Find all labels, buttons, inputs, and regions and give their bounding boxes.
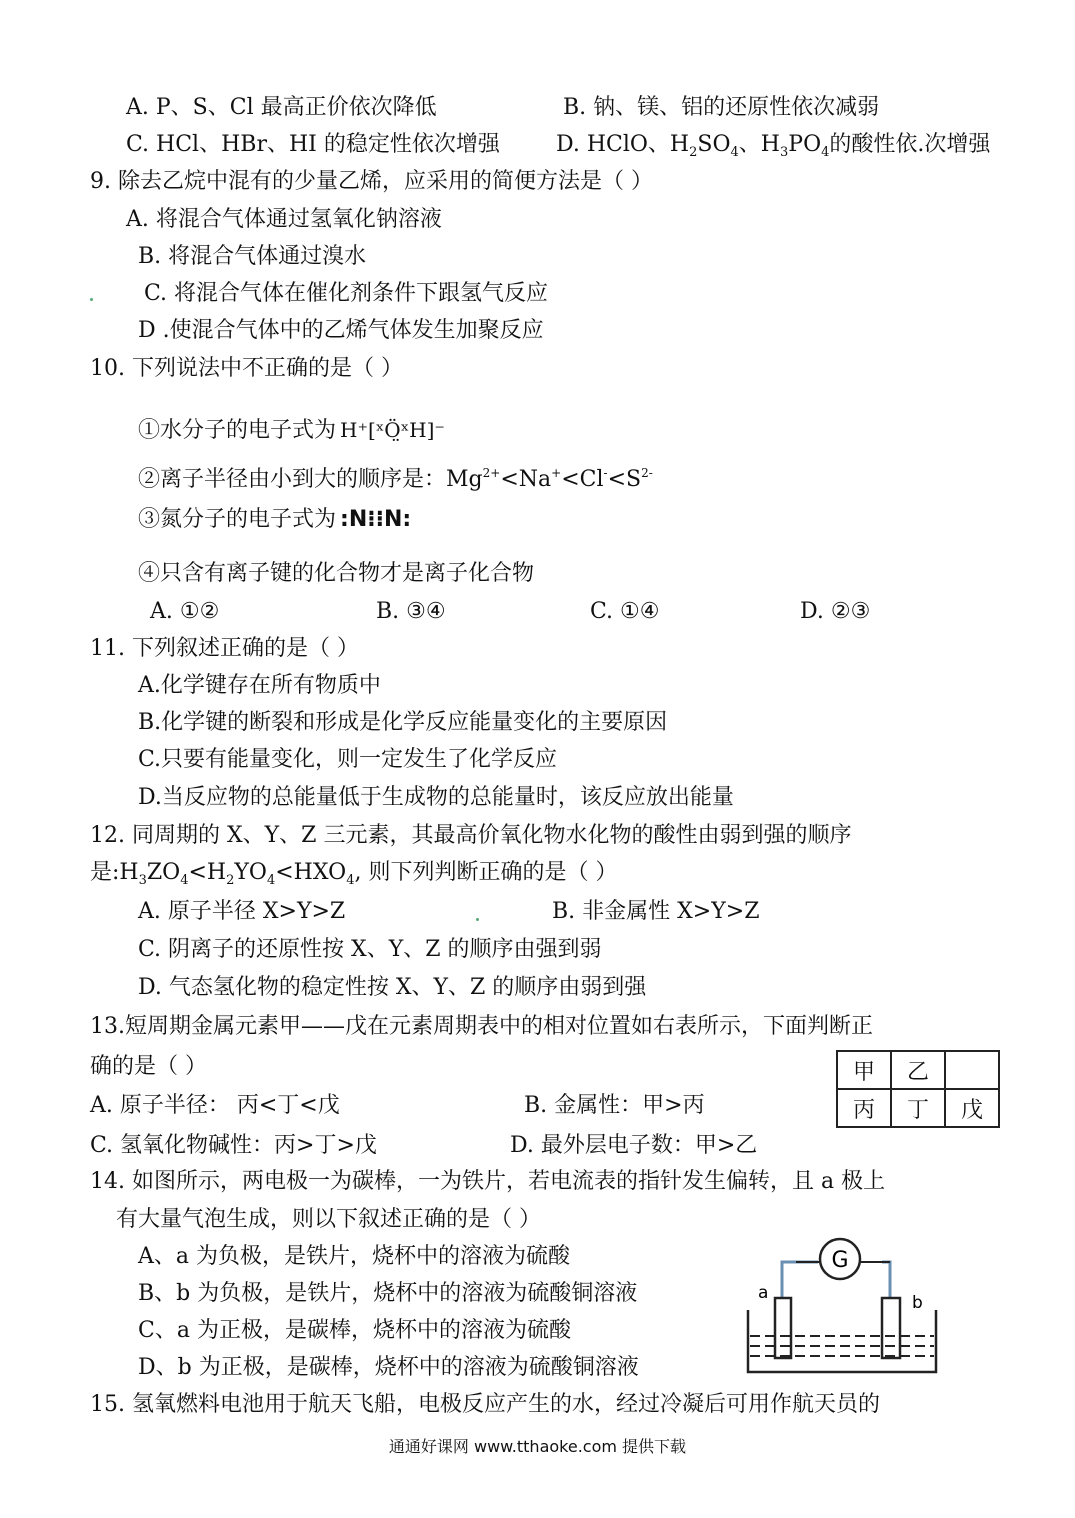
- q9-option-d: D .使混合气体中的乙烯气体发生加聚反应: [138, 318, 544, 343]
- periodic-position-table: [836, 1050, 1000, 1128]
- table-cell: [945, 1051, 999, 1089]
- electrode-a: [775, 1298, 791, 1358]
- q10-option-d: D. ②③: [800, 599, 871, 624]
- q9-option-c: C. 将混合气体在催化剂条件下跟氢气反应: [144, 281, 549, 306]
- table-cell: 甲: [837, 1051, 891, 1089]
- q8-option-a: A. P、S、Cl 最高正价依次降低: [126, 95, 437, 120]
- q12-option-b: B. 非金属性 X>Y>Z: [552, 899, 760, 924]
- q13-stem-line2: 确的是（ ）: [90, 1054, 207, 1079]
- galvanic-cell-diagram: [740, 1232, 950, 1382]
- q11-option-b: B.化学键的断裂和形成是化学反应能量变化的主要原因: [138, 710, 668, 735]
- wire-left: [782, 1262, 818, 1302]
- nitrogen-electron-formula: :N⁝⁝N:: [340, 507, 412, 532]
- galvanometer-label: G: [831, 1248, 849, 1273]
- speck-mark: [90, 298, 93, 301]
- q12-stem-line2: 是$:H_3ZO_4<H_2YO_4<HXO_4$, 则下列判断正确的是（ ）: [90, 860, 618, 888]
- table-cell: 丙: [837, 1089, 891, 1127]
- q13-option-a: A. 原子半径： 丙<丁<戊: [90, 1093, 340, 1118]
- q12-option-c: C. 阴离子的还原性按 X、Y、Z 的顺序由强到弱: [138, 937, 602, 962]
- q11-option-d: D.当反应物的总能量低于生成物的总能量时，该反应放出能量: [138, 785, 734, 810]
- wire-right: [882, 1262, 890, 1302]
- q10-option-a: A. ①②: [150, 599, 220, 624]
- q10-stem: 10. 下列说法中不正确的是（ ）: [90, 356, 403, 381]
- q13-option-b: B. 金属性：甲>丙: [524, 1093, 705, 1118]
- q11-option-a: A.化学键存在所有物质中: [138, 673, 381, 698]
- q14-option-d: D、b 为正极，是碳棒，烧杯中的溶液为硫酸铜溶液: [138, 1355, 639, 1380]
- electrode-b-label: b: [912, 1293, 923, 1313]
- q8-option-c: C. HCl、HBr、HI 的稳定性依次增强: [126, 132, 500, 157]
- q9-option-b: B. 将混合气体通过溴水: [138, 244, 367, 269]
- electrode-b: [882, 1298, 900, 1358]
- table-cell: 乙: [891, 1051, 945, 1089]
- q9-stem: 9. 除去乙烷中混有的少量乙烯，应采用的简便方法是（ ）: [90, 169, 653, 194]
- q14-stem-line1: 14. 如图所示，两电极一为碳棒，一为铁片，若电流表的指针发生偏转，且 a 极上: [90, 1169, 886, 1194]
- q10-statement-2: ②离子半径由小到大的顺序是：$Mg^{2+}<Na^+<Cl^-<S^{2-}$: [138, 466, 653, 492]
- speck-mark: [476, 918, 479, 921]
- q10-option-c: C. ①④: [590, 599, 660, 624]
- q8-option-b: B. 钠、镁、铝的还原性依次减弱: [563, 95, 880, 120]
- q13-option-c: C. 氢氧化物碱性：丙>丁>戊: [90, 1133, 377, 1158]
- q11-stem: 11. 下列叙述正确的是（ ）: [90, 636, 359, 661]
- electrode-a-label: a: [758, 1283, 769, 1303]
- q14-option-c: C、a 为正极，是碳棒，烧杯中的溶液为硫酸: [138, 1318, 571, 1343]
- q14-option-b: B、b 为负极，是铁片，烧杯中的溶液为硫酸铜溶液: [138, 1281, 638, 1306]
- q10-option-b: B. ③④: [376, 599, 446, 624]
- q14-stem-line2: 有大量气泡生成，则以下叙述正确的是（ ）: [116, 1207, 541, 1232]
- q11-option-c: C.只要有能量变化，则一定发生了化学反应: [138, 747, 558, 772]
- q10-statement-3: ③氮分子的电子式为 :N⁝⁝N:: [138, 507, 412, 532]
- q13-option-d: D. 最外层电子数：甲>乙: [510, 1133, 758, 1158]
- q10-statement-1: ①水分子的电子式为 H⁺[ˣÖ̤ˣH]⁻: [138, 418, 445, 443]
- table-cell: 戊: [945, 1089, 999, 1127]
- q13-stem-line1: 13.短周期金属元素甲——戊在元素周期表中的相对位置如右表所示，下面判断正: [90, 1014, 873, 1039]
- q9-option-a: A. 将混合气体通过氢氧化钠溶液: [126, 207, 442, 232]
- q12-option-d: D. 气态氢化物的稳定性按 X、Y、Z 的顺序由弱到强: [138, 975, 647, 1000]
- q8-option-d: D. HClO、$H_2SO_4$、$H_3PO_4$的酸性依.次增强: [556, 132, 991, 160]
- page-footer: 通通好课网 www.tthaoke.com 提供下载: [388, 1437, 687, 1456]
- q12-option-a: A. 原子半径 X>Y>Z: [138, 899, 346, 924]
- q10-statement-4: ④只含有离子键的化合物才是离子化合物: [138, 561, 535, 586]
- q14-option-a: A、a 为负极，是铁片，烧杯中的溶液为硫酸: [138, 1244, 570, 1269]
- water-electron-formula: H⁺[ˣÖ̤ˣH]⁻: [340, 418, 445, 442]
- q12-stem-line1: 12. 同周期的 X、Y、Z 三元素，其最高价氧化物水化物的酸性由弱到强的顺序: [90, 823, 852, 848]
- table-cell: 丁: [891, 1089, 945, 1127]
- q15-stem: 15. 氢氧燃料电池用于航天飞船，电极反应产生的水，经过冷凝后可用作航天员的: [90, 1392, 880, 1417]
